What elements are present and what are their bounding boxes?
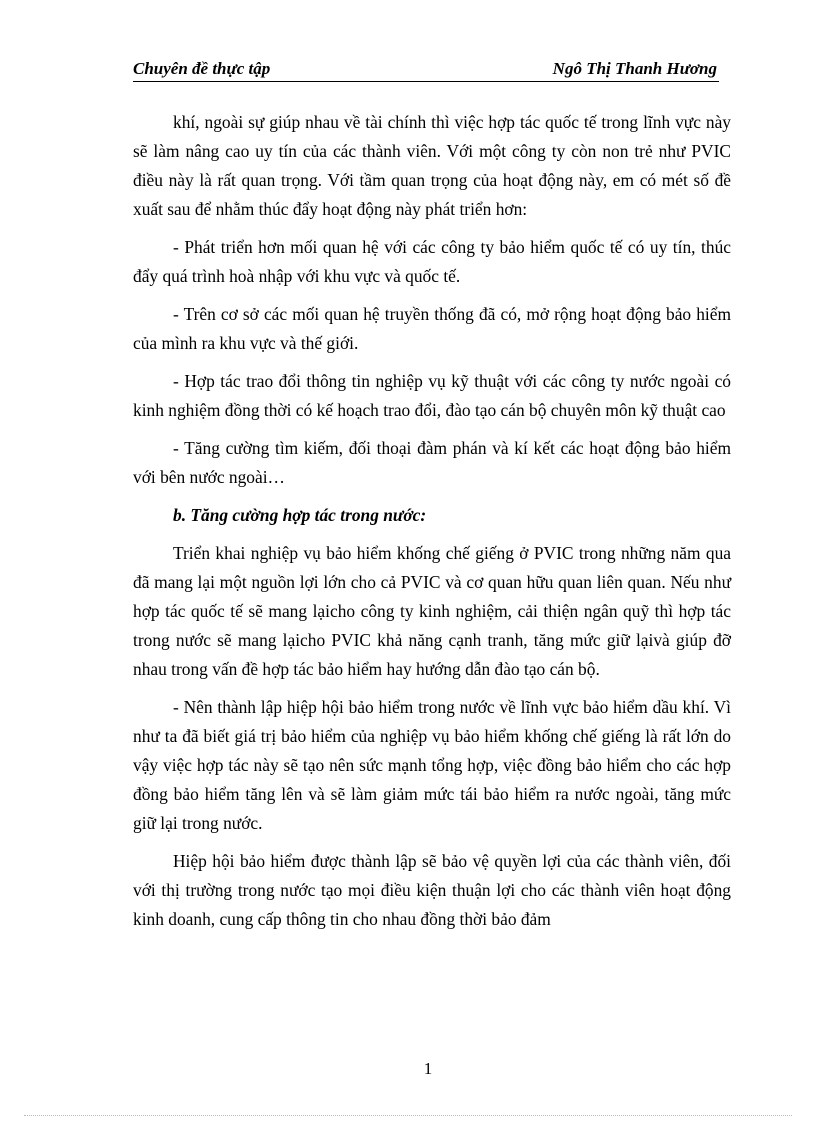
bullet-paragraph: - Hợp tác trao đổi thông tin nghiệp vụ kỹ thuật với các công ty nước ngoài có kinh nghiệm đồng thời có kế hoạch trao đổi, đào tạo cán bộ chuyên môn kỹ thuật cao [133, 371, 731, 420]
paragraph: Hiệp hội bảo hiểm được thành lập sẽ bảo vệ quyền lợi của các thành viên, đối với thị trường trong nước tạo mọi điều kiện thuận lợi cho các thành viên hoạt động kinh doanh, cung cấp thông tin cho nhau đồng thời bảo đảm [133, 851, 731, 929]
page-number: 1 [423, 1059, 433, 1078]
bullet-paragraph: - Phát triển hơn mối quan hệ với các công ty bảo hiểm quốc tế có uy tín, thúc đẩy quá trình hoà nhập với khu vực và quốc tế. [133, 237, 731, 286]
header-author: Ngô Thị Thanh Hương [552, 59, 717, 78]
document-body [133, 108, 731, 943]
section-heading: b. Tăng cường hợp tác trong nước: [173, 505, 427, 525]
bullet-paragraph: - Trên cơ sở các mối quan hệ truyền thống đã có, mở rộng hoạt động bảo hiểm của mình ra khu vực và thế giới. [133, 304, 731, 353]
bullet-paragraph: - Nên thành lập hiệp hội bảo hiểm trong nước về lĩnh vực bảo hiểm dầu khí. Vì như ta đã biết giá trị bảo hiểm của nghiệp vụ bảo hiểm khống chế giếng là rất lớn do vậy việc hợp tác này sẽ tạo nên sức mạnh tổng hợp, việc đồng bảo hiểm cho các hợp đồng bảo hiểm tăng lên và sẽ làm giảm mức tái bảo hiểm ra nước ngoài, tăng mức giữ lại trong nước. [133, 697, 731, 833]
bullet-paragraph: - Tăng cường tìm kiếm, đối thoại đàm phán và kí kết các hoạt động bảo hiểm với bên nước ngoài… [133, 438, 731, 487]
footer-divider [24, 1115, 792, 1116]
header-title: Chuyên đề thực tập [133, 59, 271, 78]
paragraph: Triển khai nghiệp vụ bảo hiểm khống chế giếng ở PVIC trong những năm qua đã mang lại một nguồn lợi lớn cho cả PVIC và cơ quan hữu quan liên quan. Nếu như hợp tác quốc tế sẽ mang lạicho công ty kinh nghiệm, cải thiện ngân quỹ thì hợp tác trong nước sẽ mang lạicho PVIC khả năng cạnh tranh, tăng mức giữ lạivà giúp đỡ nhau trong vấn đề hợp tác bảo hiểm hay hướng dẫn đào tạo cán bộ. [133, 543, 731, 679]
page-header [133, 57, 719, 82]
paragraph: khí, ngoài sự giúp nhau về tài chính thì việc hợp tác quốc tế trong lĩnh vực này sẽ làm nâng cao uy tín của các thành viên. Với một công ty còn non trẻ như PVIC điều này là rất quan trọng. Với tầm quan trọng của hoạt động này, em có mét số đề xuất sau để nhằm thúc đẩy hoạt động này phát triển hơn: [133, 112, 731, 219]
